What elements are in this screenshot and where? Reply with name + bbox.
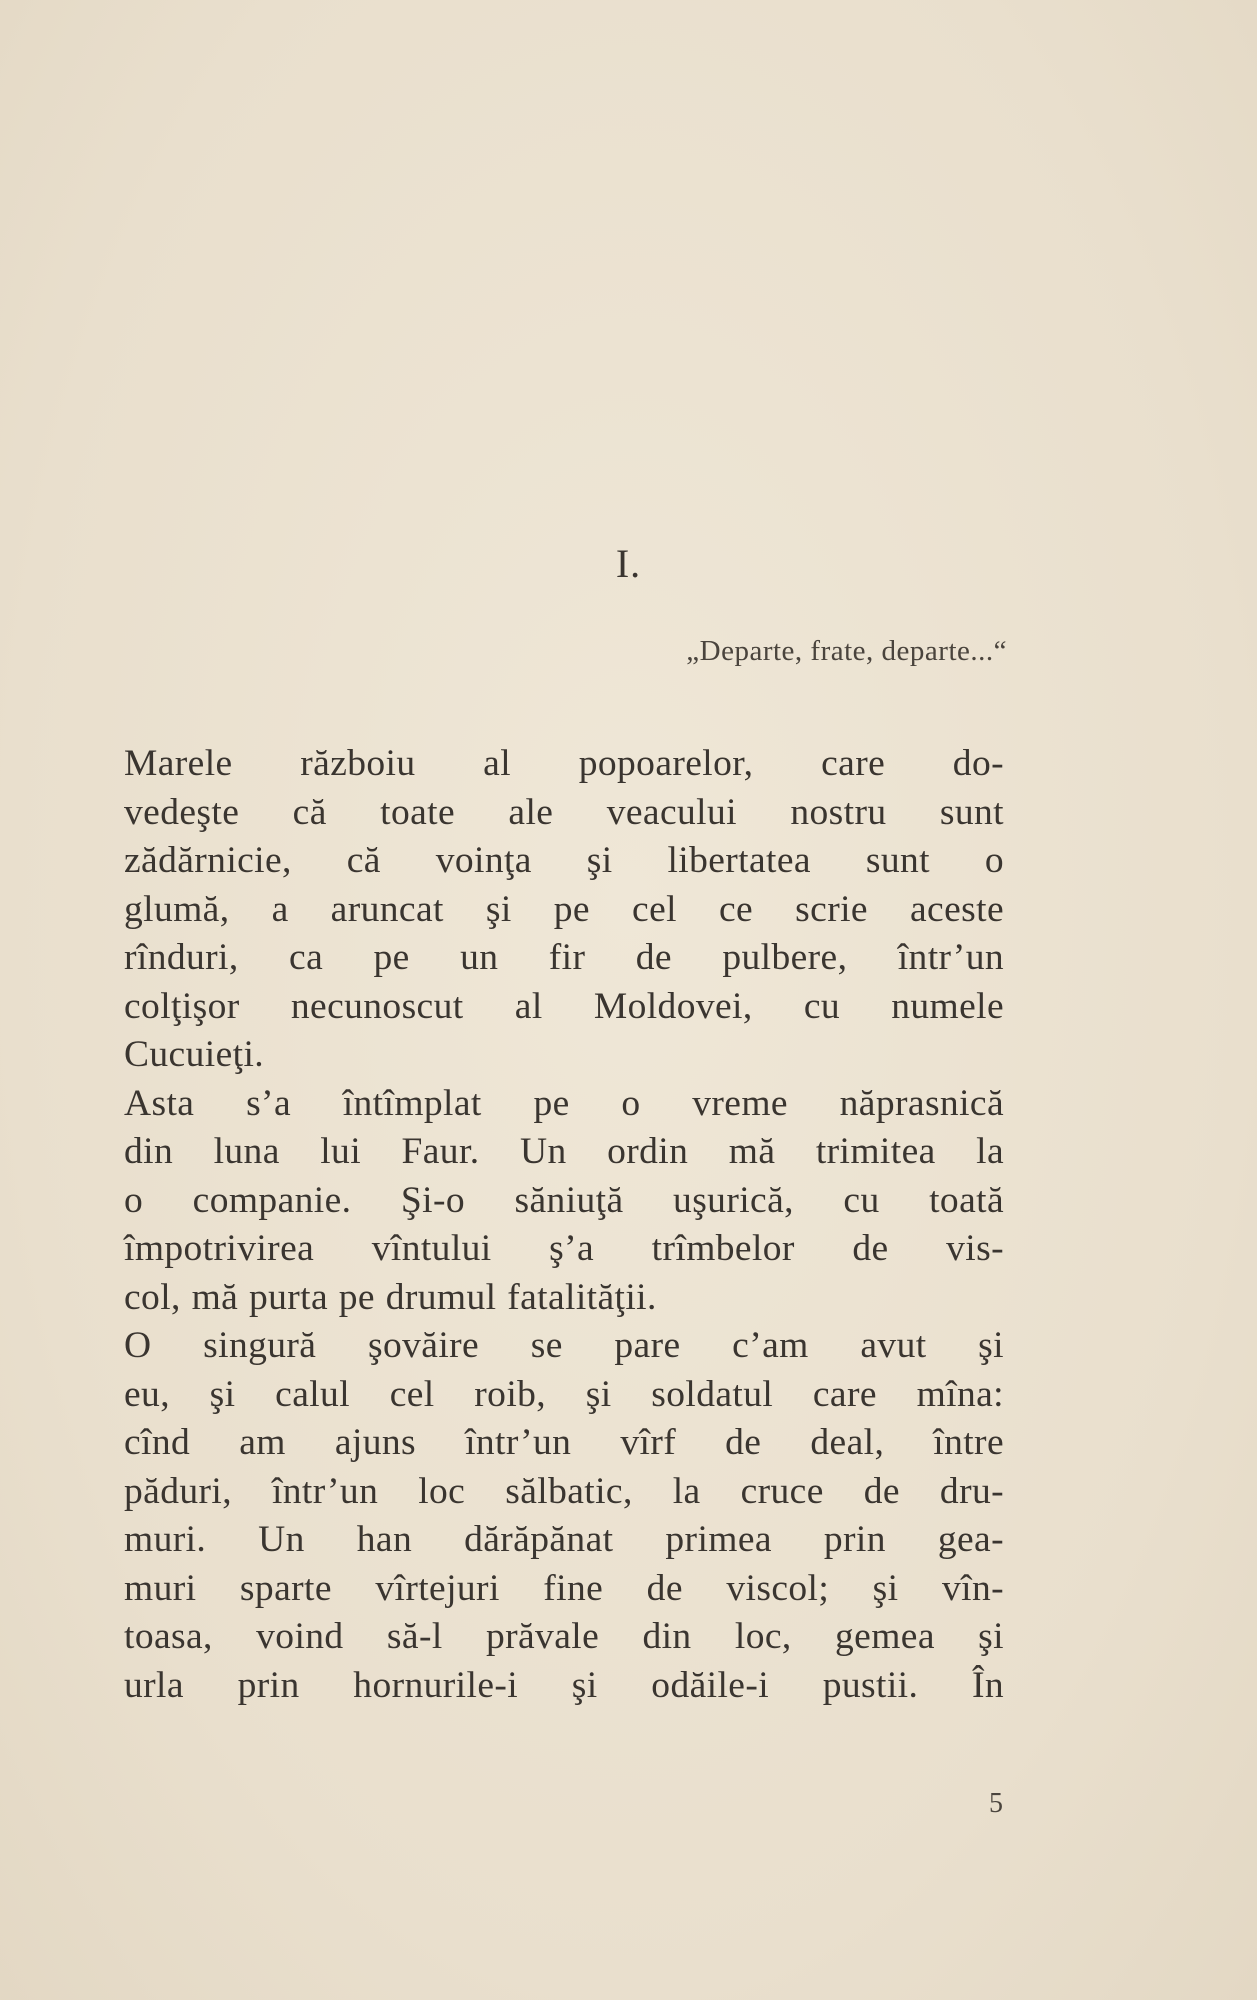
- paragraph-1: [124, 740, 1004, 1080]
- text-line: din luna lui Faur. Un ordin mă trimitea la: [124, 1131, 1004, 1172]
- text-line: toasa, voind să-l prăvale din loc, gemea şi: [124, 1616, 1004, 1657]
- body-text: [124, 740, 1004, 1710]
- paragraph-3: [124, 1322, 1004, 1710]
- page-number: 5: [989, 1788, 1003, 1819]
- text-line: zădărnicie, că voinţa şi libertatea sunt o: [124, 840, 1004, 881]
- text-line: cînd am ajuns într’un vîrf de deal, între: [124, 1422, 1004, 1463]
- text-line: col, mă purta pe drumul fatalităţii.: [124, 1276, 657, 1318]
- text-line: muri sparte vîrtejuri fine de viscol; şi vîn-: [124, 1567, 1004, 1609]
- text-line: urla prin hornurile-i şi odăile-i pustii. În: [124, 1664, 1004, 1706]
- epigraph: „Departe, frate, departe...“: [686, 635, 1007, 667]
- text-line: muri. Un han dărăpănat primea prin gea-: [124, 1519, 1004, 1560]
- chapter-heading: I.: [615, 541, 642, 586]
- text-line: Cucuieţi.: [124, 1034, 265, 1075]
- text-line: glumă, a aruncat şi pe cel ce scrie aceste: [124, 888, 1004, 930]
- text-line: vedeşte că toate ale veacului nostru sunt: [124, 791, 1004, 833]
- text-line: eu, şi calul cel roib, şi soldatul care mîna:: [124, 1373, 1004, 1415]
- text-line: Marele războiu al popoarelor, care do-: [124, 743, 1004, 784]
- text-line: păduri, într’un loc sălbatic, la cruce de dru-: [124, 1470, 1004, 1512]
- paragraph-2: [124, 1080, 1004, 1323]
- text-line: o companie. Şi-o săniuţă uşurică, cu toată: [124, 1179, 1004, 1221]
- text-line: împotrivirea vîntului ş’a trîmbelor de vis-: [124, 1228, 1004, 1269]
- text-line: colţişor necunoscut al Moldovei, cu numele: [124, 985, 1004, 1027]
- text-line: O singură şovăire se pare c’am avut şi: [124, 1325, 1004, 1366]
- text-line: rînduri, ca pe un fir de pulbere, într’un: [124, 937, 1004, 978]
- text-line: Asta s’a întîmplat pe o vreme năprasnică: [124, 1082, 1004, 1124]
